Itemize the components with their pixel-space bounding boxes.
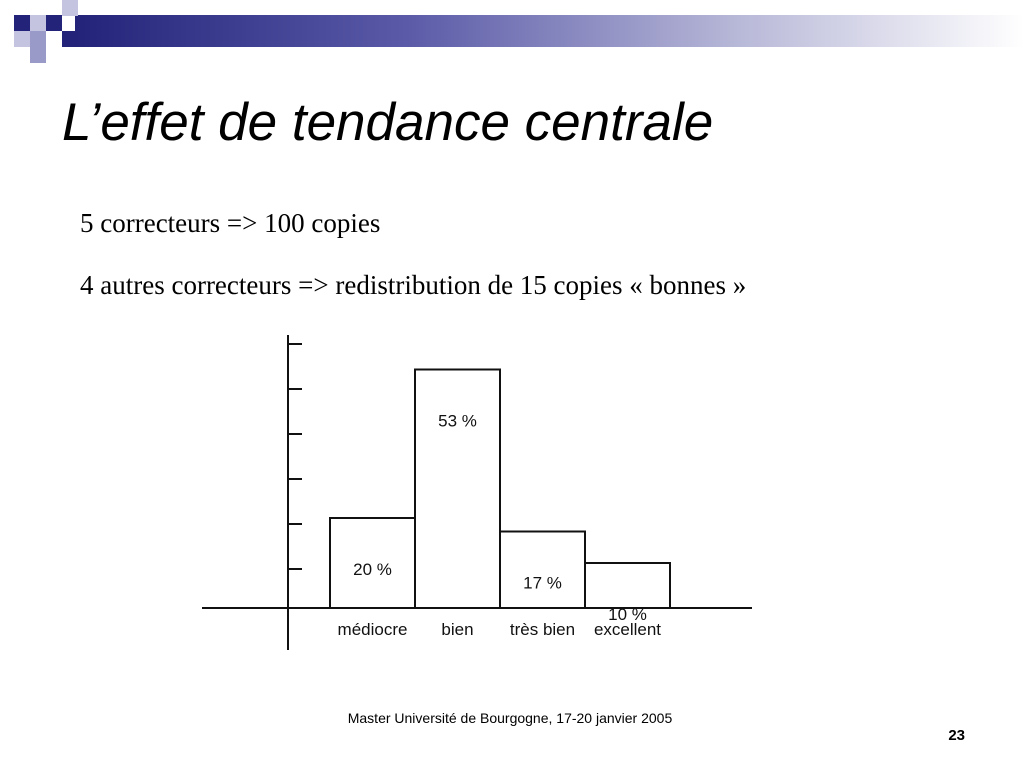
x-tick-label: très bien	[509, 620, 576, 639]
data-label: 10 %	[608, 605, 647, 624]
decorative-square	[14, 15, 30, 31]
decorative-square	[62, 31, 78, 47]
page-number: 23	[948, 727, 965, 744]
bar	[415, 370, 500, 609]
x-tick-label: médiocre	[337, 620, 408, 639]
data-label: 17 %	[523, 573, 562, 593]
chart-svg	[190, 325, 770, 660]
decorative-square	[14, 31, 30, 47]
data-label: 20 %	[353, 560, 392, 579]
footer-text: Master Université de Bourgogne, 17-20 janvier 2005	[347, 710, 673, 726]
x-tick-label: bien	[441, 620, 474, 639]
data-label: 53 %	[438, 411, 477, 431]
body-text-line: 5 correcteurs => 100 copies	[80, 208, 381, 238]
decorative-square	[62, 0, 78, 16]
grade-distribution-chart	[190, 325, 770, 660]
decorative-square	[30, 15, 46, 31]
bar	[585, 563, 670, 608]
decorative-square	[30, 31, 46, 47]
body-text-line: 4 autres correcteurs => redistribution de 15 copies « bonnes »	[80, 270, 747, 300]
decorative-square	[30, 47, 46, 63]
slide-title: L’effet de tendance centrale	[62, 93, 714, 152]
header-gradient-bar	[75, 15, 1024, 47]
decorative-square	[46, 15, 62, 31]
x-tick-label: excellent	[593, 620, 662, 639]
bar	[500, 532, 585, 609]
